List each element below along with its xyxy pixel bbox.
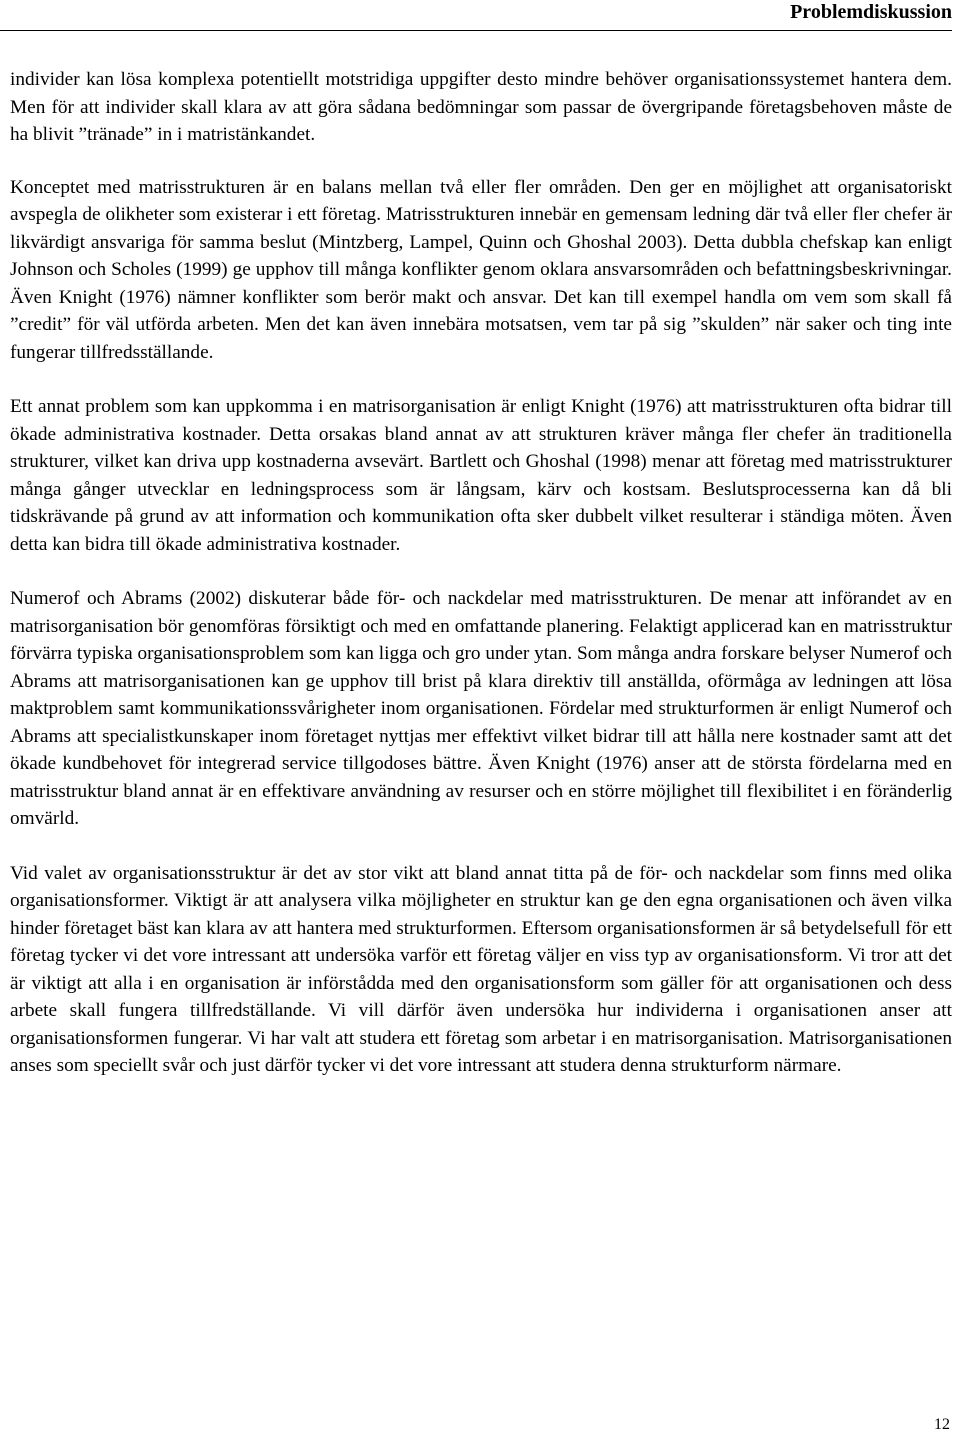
paragraph-1: individer kan lösa komplexa potentiellt motstridiga uppgifter desto mindre behöver organisationssystemet hantera dem. Men för att individer skall klara av att göra sådana bedömningar som passar de övergripande företagsbehoven måste de ha blivit ”tränade” in i matristänkandet. (10, 69, 952, 145)
paragraph-4: Numerof och Abrams (2002) diskuterar både för- och nackdelar med matrisstrukturen. De menar att införandet av en matrisorganisation bör genomföras försiktigt och med en omfattande planering. Felaktigt applicerad kan en matrisstruktur förvärra typiska organisationsproblem som kan ligga och gro under ytan. Som många andra forskare belyser Numerof och Abrams att matrisorganisationen kan ge upphov till brist på klara direktiv till anställda, oförmåga av ledningen att lösa maktproblem samt kommunikationssvårigheter inom organisationen. Fördelar med strukturformen är enligt Numerof och Abrams att specialistkunskaper inom företaget nyttjas mer effektivt vilket bidrar till att hålla nere kostnader samt att det ökade kundbehovet för integrerad service tillgodoses bättre. Även Knight (1976) anser att de största fördelarna med en matrisstruktur bland annat är en effektivare användning av resurser och en större möjlighet till flexibilitet i en föränderlig omvärld. (10, 588, 952, 829)
paragraph-2: Konceptet med matrisstrukturen är en balans mellan två eller fler områden. Den ger en möjlighet att organisatoriskt avspegla de olikheter som existerar i ett företag. Matrisstrukturen innebär en gemensam ledning där två eller fler chefer är likvärdigt ansvariga för samma beslut (Mintzberg, Lampel, Quinn och Ghoshal 2003). Detta dubbla chefskap kan enligt Johnson och Scholes (1999) ge upphov till många konflikter genom oklara ansvarsområden och befattningsbeskrivningar. Även Knight (1976) nämner konflikter som berör makt och ansvar. Det kan till exempel handla om vem som skall få ”credit” för väl utförda arbeten. Men det kan även innebära motsatsen, vem tar på sig ”skulden” när saker och ting inte fungerar tillfredsställande. (10, 176, 952, 363)
page-header (0, 0, 952, 31)
page-number: 12 (934, 1416, 950, 1433)
paragraph-3: Ett annat problem som kan uppkomma i en matrisorganisation är enligt Knight (1976) att matrisstrukturen ofta bidrar till ökade administrativa kostnader. Detta orsakas bland annat av att strukturen kräver många fler chefer än traditionella strukturer, vilket kan driva upp kostnaderna avsevärt. Bartlett och Ghoshal (1998) menar att företag med matrisstrukturer många gånger utvecklar en ledningsprocess som är långsam, kärv och kostsam. Beslutsprocesserna kan då bli tidskrävande på grund av att information och kommunikation ofta sker dubbelt vilket resulterar i ständiga möten. Även detta kan bidra till ökade administrativa kostnader. (10, 396, 952, 555)
document-body (10, 66, 952, 1107)
section-title: Problemdiskussion (790, 1, 952, 23)
paragraph-5: Vid valet av organisationsstruktur är det av stor vikt att bland annat titta på de för- och nackdelar som finns med olika organisationsformer. Viktigt är att analysera vilka möjligheter en struktur kan ge den egna organisationen och även vilka hinder företaget bäst kan klara av att hantera med strukturformen. Eftersom organisationsformen är så betydelsefull för ett företag tycker vi det vore intressant att undersöka varför ett företag väljer en viss typ av organisationsform. Vi tror att det är viktigt att alla i en organisation är införstådda med den organisationsform som gäller för att organisationen och dess arbete skall fungera tillfredställande. Vi vill därför även undersöka hur individerna i organisationen anser att organisationsformen fungerar. Vi har valt att studera ett företag som arbetar i en matrisorganisation. Matrisorganisationen anses som speciellt svår och just därför tycker vi det vore intressant att studera denna strukturform närmare. (10, 862, 952, 1076)
